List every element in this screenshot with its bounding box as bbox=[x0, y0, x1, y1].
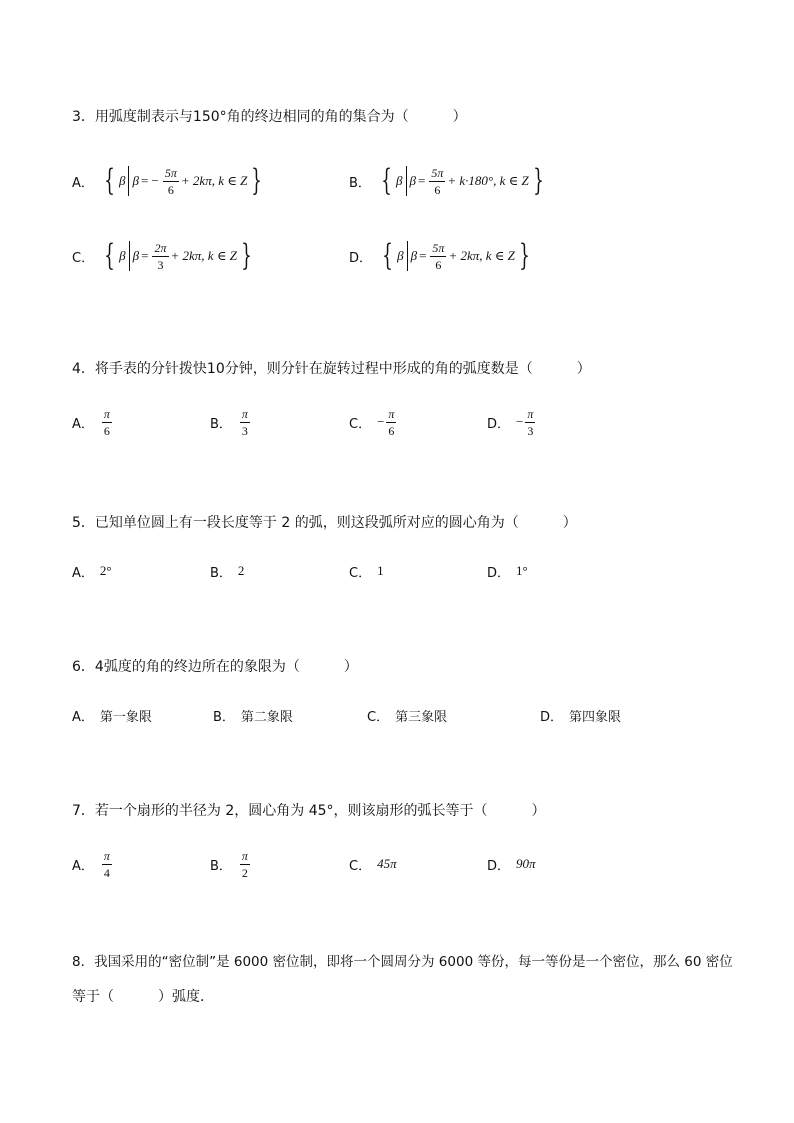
q7-option-c: C． 45π bbox=[349, 856, 397, 874]
fraction: $\frac{\pi}{6}$ bbox=[388, 406, 395, 438]
right-brace: } bbox=[519, 238, 530, 273]
q7-option-a: A． $\frac{\pi}{4}$ bbox=[72, 848, 110, 880]
q4-option-c: C． − $\frac{\pi}{6}$ bbox=[349, 406, 395, 438]
left-brace: { bbox=[382, 238, 393, 273]
q3-option-c: C． { β β = $\frac{2\pi}{3}$ + 2kπ, k ∈ Z } bbox=[72, 236, 256, 276]
q7-option-b: B． $\frac{\pi}{2}$ bbox=[210, 848, 248, 880]
q3-option-b: B． { β β = $\frac{5\pi}{6}$ + k·180°, k ∈ Z } bbox=[349, 161, 548, 201]
set-bar bbox=[129, 241, 130, 271]
q5-option-d: D． 1° bbox=[487, 563, 528, 581]
fraction: $\frac{5\pi}{6}$ bbox=[432, 240, 445, 272]
set-expression: { β β = − $\frac{5\pi}{6}$ + 2kπ, k ∈ Z } bbox=[104, 163, 263, 198]
q4-option-b: B． $\frac{\pi}{3}$ bbox=[210, 406, 248, 438]
question-3-stem: 3．用弧度制表示与150°角的终边相同的角的集合为（ ） bbox=[72, 109, 467, 125]
q3-option-a: A． { β β = − $\frac{5\pi}{6}$ + 2kπ, k ∈ Z } bbox=[72, 161, 266, 201]
q7-option-d: D． 90π bbox=[487, 856, 536, 874]
fraction: $\frac{5\pi}{6}$ bbox=[431, 165, 444, 197]
q3-option-d: D． { β β = $\frac{5\pi}{6}$ + 2kπ, k ∈ Z } bbox=[349, 236, 534, 276]
q6-option-d: D． 第四象限 bbox=[540, 709, 622, 725]
right-brace: } bbox=[533, 163, 544, 198]
set-bar bbox=[407, 241, 408, 271]
right-brace: } bbox=[241, 238, 252, 273]
question-7-stem: 7．若一个扇形的半径为 2，圆心角为 45°，则该扇形的弧长等于（ ） bbox=[72, 803, 546, 819]
fraction: $\frac{\pi}{3}$ bbox=[527, 406, 534, 438]
question-6-stem: 6．4弧度的角的终边所在的象限为（ ） bbox=[72, 659, 358, 675]
fraction: $\frac{\pi}{2}$ bbox=[241, 848, 248, 880]
fraction: $\frac{\pi}{4}$ bbox=[103, 848, 110, 880]
q6-option-a: A． 第一象限 bbox=[72, 709, 152, 725]
set-bar bbox=[128, 166, 129, 196]
q5-option-b: B． 2 bbox=[210, 563, 245, 581]
q6-option-c: C． 第三象限 bbox=[367, 709, 448, 725]
q5-option-a: A． 2° bbox=[72, 563, 112, 581]
set-expression: { β β = $\frac{2\pi}{3}$ + 2kπ, k ∈ Z } bbox=[104, 238, 252, 273]
right-brace: } bbox=[251, 163, 263, 198]
set-expression: { β β = $\frac{5\pi}{6}$ + 2kπ, k ∈ Z } bbox=[382, 238, 530, 273]
q4-option-a: A． $\frac{\pi}{6}$ bbox=[72, 406, 110, 438]
left-brace: { bbox=[381, 163, 392, 198]
question-5-stem: 5．已知单位圆上有一段长度等于 2 的弧，则这段弧所对应的圆心角为（ ） bbox=[72, 515, 577, 531]
question-8-stem: 8．我国采用的“密位制”是 6000 密位制，即将一个圆周分为 6000 等份，每一等份是一个密位，那么 60 密位 bbox=[72, 954, 733, 970]
set-bar bbox=[406, 166, 407, 196]
question-4-stem: 4．将手表的分针拨快10分钟，则分针在旋转过程中形成的角的弧度数是（ ） bbox=[72, 361, 591, 377]
fraction: $\frac{5\pi}{6}$ bbox=[164, 165, 177, 197]
left-brace: { bbox=[104, 238, 115, 273]
q6-option-b: B． 第二象限 bbox=[213, 709, 293, 725]
q4-option-d: D． − $\frac{\pi}{3}$ bbox=[487, 406, 534, 438]
fraction: $\frac{\pi}{6}$ bbox=[103, 406, 110, 438]
set-expression: { β β = $\frac{5\pi}{6}$ + k·180°, k ∈ Z } bbox=[381, 163, 544, 198]
q5-option-c: C． 1 bbox=[349, 563, 384, 581]
fraction: $\frac{\pi}{3}$ bbox=[241, 406, 248, 438]
left-brace: { bbox=[104, 163, 115, 198]
fraction: $\frac{2\pi}{3}$ bbox=[154, 240, 167, 272]
question-8-stem-line2: 等于（ ）弧度． bbox=[72, 989, 214, 1005]
